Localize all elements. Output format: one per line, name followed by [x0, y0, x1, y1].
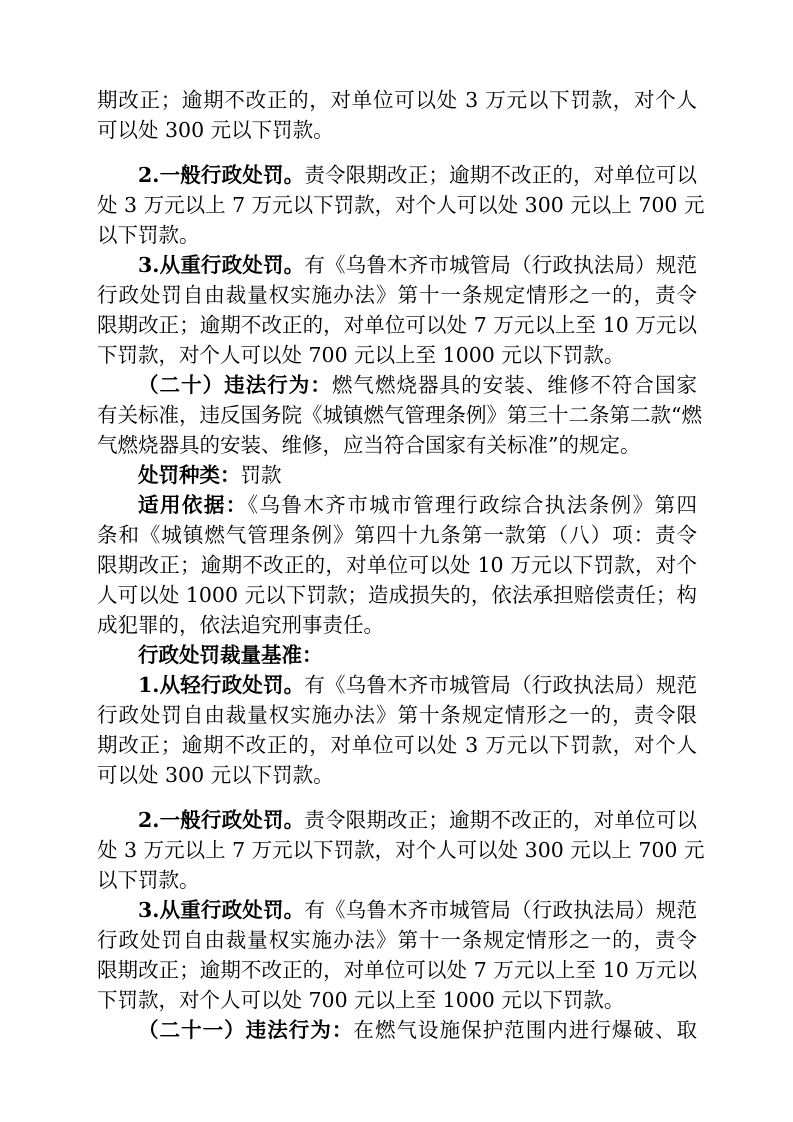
text-line	[138, 805, 697, 835]
line-text: 处 3 万元以上 7 万元以下罚款，对个人可以处 300 元以上 700 元	[97, 838, 705, 862]
line-text: 罚款	[240, 463, 282, 487]
line-text: 限期改正；逾期不改正的，对单位可以处 7 万元以上至 10 万元以	[97, 958, 697, 982]
text-line	[97, 190, 705, 220]
text-line	[97, 835, 705, 865]
line-text: 行政处罚自由裁量权实施办法》第十一条规定情形之一的，责令	[97, 283, 697, 307]
line-text: 可以处 300 元以下罚款。	[97, 118, 334, 142]
text-line	[97, 760, 697, 790]
bold-heading: 2.一般行政处罚。	[138, 808, 305, 832]
bold-heading: 适用依据：	[138, 493, 248, 517]
text-line	[97, 520, 697, 550]
line-text: 有《乌鲁木齐市城管局（行政执法局）规范	[304, 673, 698, 697]
text-line	[97, 610, 697, 640]
bold-heading: 3.从重行政处罚。	[138, 898, 305, 922]
text-line	[138, 250, 697, 280]
text-line	[138, 490, 697, 520]
text-line	[97, 280, 697, 310]
line-text: 以下罚款。	[97, 223, 200, 247]
bold-heading: 2.一般行政处罚。	[138, 163, 305, 187]
text-line	[97, 955, 697, 985]
line-text: 责令限期改正；逾期不改正的，对单位可以	[304, 163, 698, 187]
line-text: 有《乌鲁木齐市城管局（行政执法局）规范	[304, 898, 698, 922]
line-text: 气燃烧器具的安装、维修，应当符合国家有关标准”的规定。	[97, 433, 641, 457]
line-text: 燃气燃烧器具的安装、维修不符合国家	[331, 373, 698, 397]
text-line	[97, 115, 697, 145]
line-text: 成犯罪的，依法追究刑事责任。	[97, 613, 384, 637]
bold-heading: （二十一）违法行为：	[138, 1018, 354, 1042]
line-text: 限期改正；逾期不改正的，对单位可以处 7 万元以上至 10 万元以	[97, 313, 697, 337]
line-text: 下罚款，对个人可以处 700 元以上至 1000 元以下罚款。	[97, 988, 625, 1012]
line-text: 期改正；逾期不改正的，对单位可以处 3 万元以下罚款，对个人	[97, 88, 697, 112]
text-line	[138, 460, 697, 490]
text-line	[97, 865, 697, 895]
line-text: 有关标准，违反国务院《城镇燃气管理条例》第三十二条第二款“燃	[97, 403, 702, 427]
line-text: 条和《城镇燃气管理条例》第四十九条第一款第（八）项：责令	[97, 523, 697, 547]
text-line	[97, 985, 697, 1015]
text-line	[138, 895, 697, 925]
text-line	[138, 160, 697, 190]
text-line	[138, 640, 697, 670]
text-line	[97, 730, 697, 760]
text-line	[97, 925, 697, 955]
line-text: 行政处罚自由裁量权实施办法》第十一条规定情形之一的，责令	[97, 928, 697, 952]
text-line	[97, 430, 697, 460]
text-line	[97, 85, 697, 115]
line-text: 处 3 万元以上 7 万元以下罚款，对个人可以处 300 元以上 700 元	[97, 193, 705, 217]
line-text: 下罚款，对个人可以处 700 元以上至 1000 元以下罚款。	[97, 343, 625, 367]
text-line	[97, 700, 697, 730]
text-line	[97, 220, 697, 250]
line-text: 责令限期改正；逾期不改正的，对单位可以	[304, 808, 698, 832]
line-text: 期改正；逾期不改正的，对单位可以处 3 万元以下罚款，对个人	[97, 733, 697, 757]
bold-heading: 处罚种类：	[138, 463, 241, 487]
text-line	[97, 310, 697, 340]
line-text: 有《乌鲁木齐市城管局（行政执法局）规范	[304, 253, 698, 277]
text-line	[97, 400, 702, 430]
text-line	[97, 550, 697, 580]
bold-heading: （二十）违法行为：	[138, 373, 332, 397]
line-text: 限期改正；逾期不改正的，对单位可以处 10 万元以下罚款，对个	[97, 553, 697, 577]
line-text: 以下罚款。	[97, 868, 200, 892]
bold-heading: 行政处罚裁量基准：	[138, 643, 323, 667]
line-text: 人可以处 1000 元以下罚款；造成损失的，依法承担赔偿责任；构	[97, 583, 697, 607]
text-line	[97, 340, 697, 370]
text-line	[97, 580, 697, 610]
bold-heading: 3.从重行政处罚。	[138, 253, 305, 277]
line-text: 行政处罚自由裁量权实施办法》第十条规定情形之一的，责令限	[97, 703, 697, 727]
text-line	[138, 370, 697, 400]
text-line	[138, 1015, 697, 1045]
text-line	[138, 670, 697, 700]
line-text: 可以处 300 元以下罚款。	[97, 763, 334, 787]
line-text: 《乌鲁木齐市城市管理行政综合执法条例》第四	[247, 493, 697, 517]
bold-heading: 1.从轻行政处罚。	[138, 673, 305, 697]
line-text: 在燃气设施保护范围内进行爆破、取	[353, 1018, 698, 1042]
